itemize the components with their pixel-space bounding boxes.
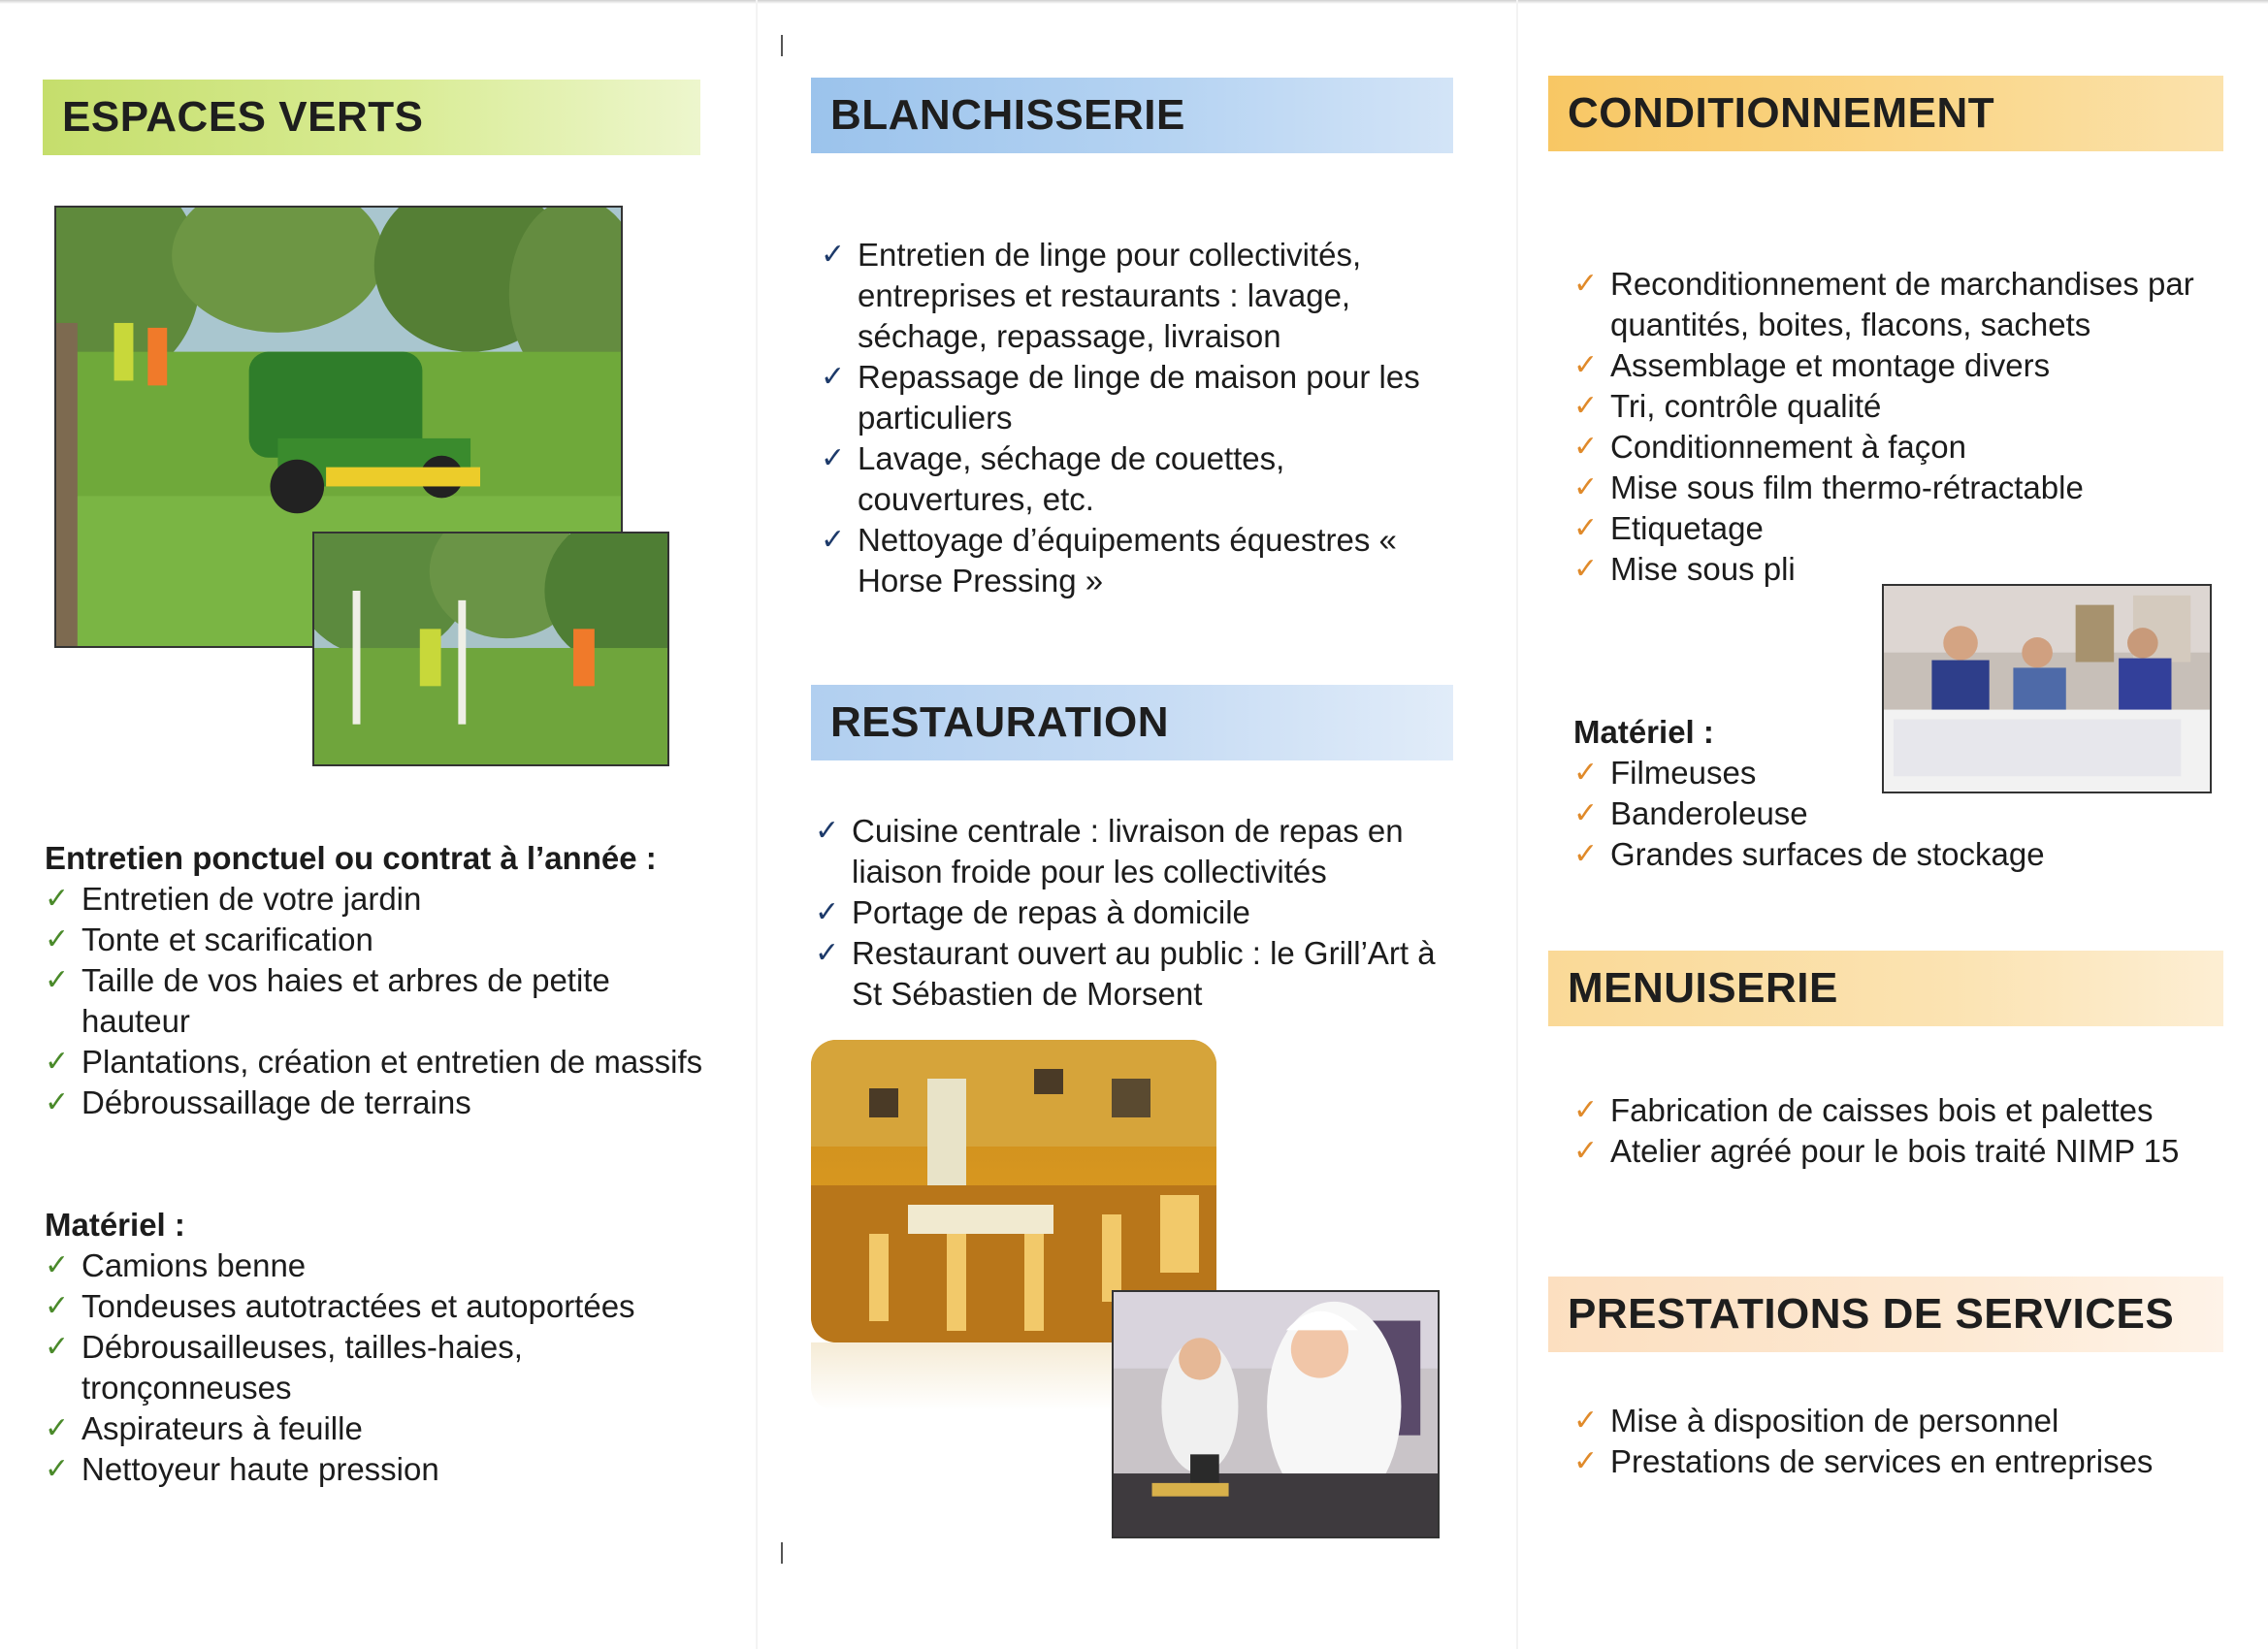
check-icon: ✓ (45, 1331, 70, 1363)
prestations-title: PRESTATIONS DE SERVICES (1548, 1277, 2223, 1352)
check-icon: ✓ (45, 923, 70, 955)
check-icon: ✓ (45, 1046, 70, 1078)
check-icon: ✓ (1573, 431, 1599, 463)
fold-line-right (1516, 0, 1518, 1649)
list-item: ✓ Aspirateurs à feuille (45, 1408, 714, 1449)
check-icon: ✓ (45, 1249, 70, 1281)
list-item: ✓ Fabrication de caisses bois et palettes (1573, 1090, 2233, 1131)
list-item: ✓ Reconditionnement de marchandises par quantités, boites, flacons, sachets (1573, 266, 2194, 342)
list-item: ✓ Assemblage et montage divers (1573, 345, 2214, 386)
list-item: ✓ Prestations de services en entreprises (1573, 1441, 2233, 1482)
check-icon: ✓ (1573, 757, 1599, 789)
check-icon: ✓ (821, 524, 846, 556)
list-item: ✓ Repassage de linge de maison pour les particuliers (821, 359, 1420, 436)
list-item: ✓ Tonte et scarification (45, 920, 714, 960)
list-item: ✓ Mise à disposition de personnel (1573, 1401, 2233, 1441)
conditionnement-title: CONDITIONNEMENT (1548, 76, 2223, 151)
restauration-list (815, 811, 1455, 1015)
list-item: ✓ Banderoleuse (1573, 793, 2214, 834)
check-icon: ✓ (1573, 390, 1599, 422)
list-item: ✓ Taille de vos haies et arbres de petite hauteur (45, 962, 610, 1039)
check-icon: ✓ (45, 1086, 70, 1118)
list-item: ✓ Entretien de votre jardin (45, 879, 714, 920)
check-icon: ✓ (815, 896, 840, 928)
check-icon: ✓ (1573, 838, 1599, 870)
check-icon: ✓ (1573, 1135, 1599, 1167)
list-item: ✓ Tri, contrôle qualité (1573, 386, 2214, 427)
list-item: ✓ Conditionnement à façon (1573, 427, 2214, 468)
list-item: ✓ Cuisine centrale : livraison de repas en liaison froide pour les collectivités (815, 813, 1404, 889)
check-icon: ✓ (45, 964, 70, 996)
list-item: ✓ Tondeuses autotractées et autoportées (45, 1286, 714, 1327)
list-item: ✓ Lavage, séchage de couettes, couvertures, etc. (821, 440, 1285, 517)
espaces-verts-materiel-list (45, 1245, 714, 1490)
conditionnement-materiel-list (1573, 753, 2214, 875)
check-icon: ✓ (1573, 1094, 1599, 1126)
list-item: ✓ Débrousailleuses, tailles-haies, tronçonneuses (45, 1329, 523, 1406)
check-icon: ✓ (821, 442, 846, 474)
list-item: ✓ Plantations, création et entretien de massifs (45, 1042, 714, 1083)
check-icon: ✓ (1573, 1405, 1599, 1437)
check-icon: ✓ (815, 815, 840, 847)
list-item: ✓ Filmeuses (1573, 753, 2214, 793)
check-icon: ✓ (1573, 512, 1599, 544)
check-icon: ✓ (1573, 1445, 1599, 1477)
list-item: ✓ Camions benne (45, 1245, 714, 1286)
list-item: ✓ Mise sous film thermo-rétractable (1573, 468, 2214, 508)
check-icon: ✓ (1573, 797, 1599, 829)
materiel-heading-espaces-verts: Matériel : (45, 1207, 185, 1243)
brushcutter-photo (312, 532, 669, 766)
list-item: ✓ Mise sous pli (1573, 549, 2214, 590)
check-icon: ✓ (1573, 268, 1599, 300)
check-icon: ✓ (45, 1453, 70, 1485)
conditionnement-list (1573, 264, 2214, 590)
fold-mark-bottom (781, 1542, 783, 1564)
list-item: ✓ Entretien de linge pour collectivités, entreprises et restaurants : lavage, séchage, repassage, livraison (821, 237, 1362, 354)
menuiserie-list (1573, 1090, 2233, 1172)
fold-mark-top (781, 35, 783, 56)
espaces-verts-entretien-list (45, 879, 714, 1123)
espaces-verts-title: ESPACES VERTS (43, 80, 700, 155)
list-item: ✓ Atelier agréé pour le bois traité NIMP 15 (1573, 1131, 2233, 1172)
check-icon: ✓ (821, 361, 846, 393)
check-icon: ✓ (815, 937, 840, 969)
list-item: ✓ Débroussaillage de terrains (45, 1083, 714, 1123)
check-icon: ✓ (45, 1412, 70, 1444)
list-item: ✓ Etiquetage (1573, 508, 2214, 549)
page-top-edge (0, 0, 2268, 4)
blanchisserie-title: BLANCHISSERIE (811, 78, 1453, 153)
entretien-heading: Entretien ponctuel ou contrat à l’année : (45, 840, 657, 876)
prestations-list (1573, 1401, 2233, 1482)
fold-line-left (756, 0, 758, 1649)
list-item: ✓ Portage de repas à domicile (815, 892, 1455, 933)
list-item: ✓ Nettoyeur haute pression (45, 1449, 714, 1490)
check-icon: ✓ (45, 1290, 70, 1322)
menuiserie-title: MENUISERIE (1548, 951, 2223, 1026)
check-icon: ✓ (1573, 471, 1599, 503)
materiel-heading-conditionnement: Matériel : (1573, 714, 1714, 750)
blanchisserie-list (821, 235, 1442, 601)
check-icon: ✓ (821, 239, 846, 271)
check-icon: ✓ (1573, 349, 1599, 381)
list-item: ✓ Restaurant ouvert au public : le Grill’Art à St Sébastien de Morsent (815, 935, 1436, 1012)
kitchen-photo (1112, 1290, 1440, 1538)
check-icon: ✓ (1573, 553, 1599, 585)
restauration-title: RESTAURATION (811, 685, 1453, 760)
list-item: ✓ Nettoyage d’équipements équestres « Horse Pressing » (821, 522, 1397, 598)
list-item: ✓ Grandes surfaces de stockage (1573, 834, 2214, 875)
check-icon: ✓ (45, 883, 70, 915)
